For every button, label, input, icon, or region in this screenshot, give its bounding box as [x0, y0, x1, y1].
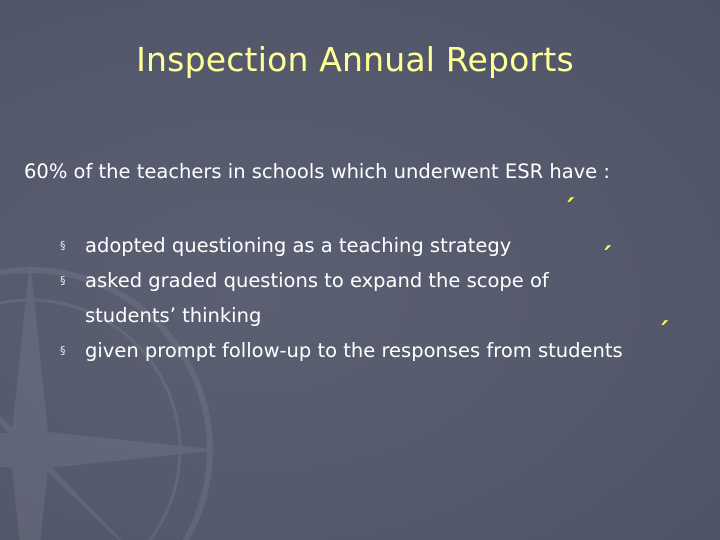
intro-text: 60% of the teachers in schools which underwent ESR have :	[24, 160, 610, 183]
slide-title: Inspection Annual Reports	[136, 40, 574, 79]
bullet-item-3	[60, 333, 700, 368]
square-bullet-icon: §	[60, 344, 66, 357]
square-bullet-icon: §	[60, 239, 66, 252]
tick-mark-icon: ´	[657, 318, 670, 348]
bullet-item-2	[60, 263, 700, 333]
bullet-text-3: given prompt follow-up to the responses from students	[85, 339, 623, 362]
tick-mark-icon: ´	[600, 243, 613, 273]
tick-mark-icon: ´	[563, 195, 576, 225]
bullet-text-2: asked graded questions to expand the scope of	[85, 269, 549, 292]
bullet-text-1: adopted questioning as a teaching strategy	[85, 234, 512, 257]
bullet-text-2-continued: students’ thinking	[85, 304, 262, 327]
square-bullet-icon: §	[60, 274, 66, 287]
